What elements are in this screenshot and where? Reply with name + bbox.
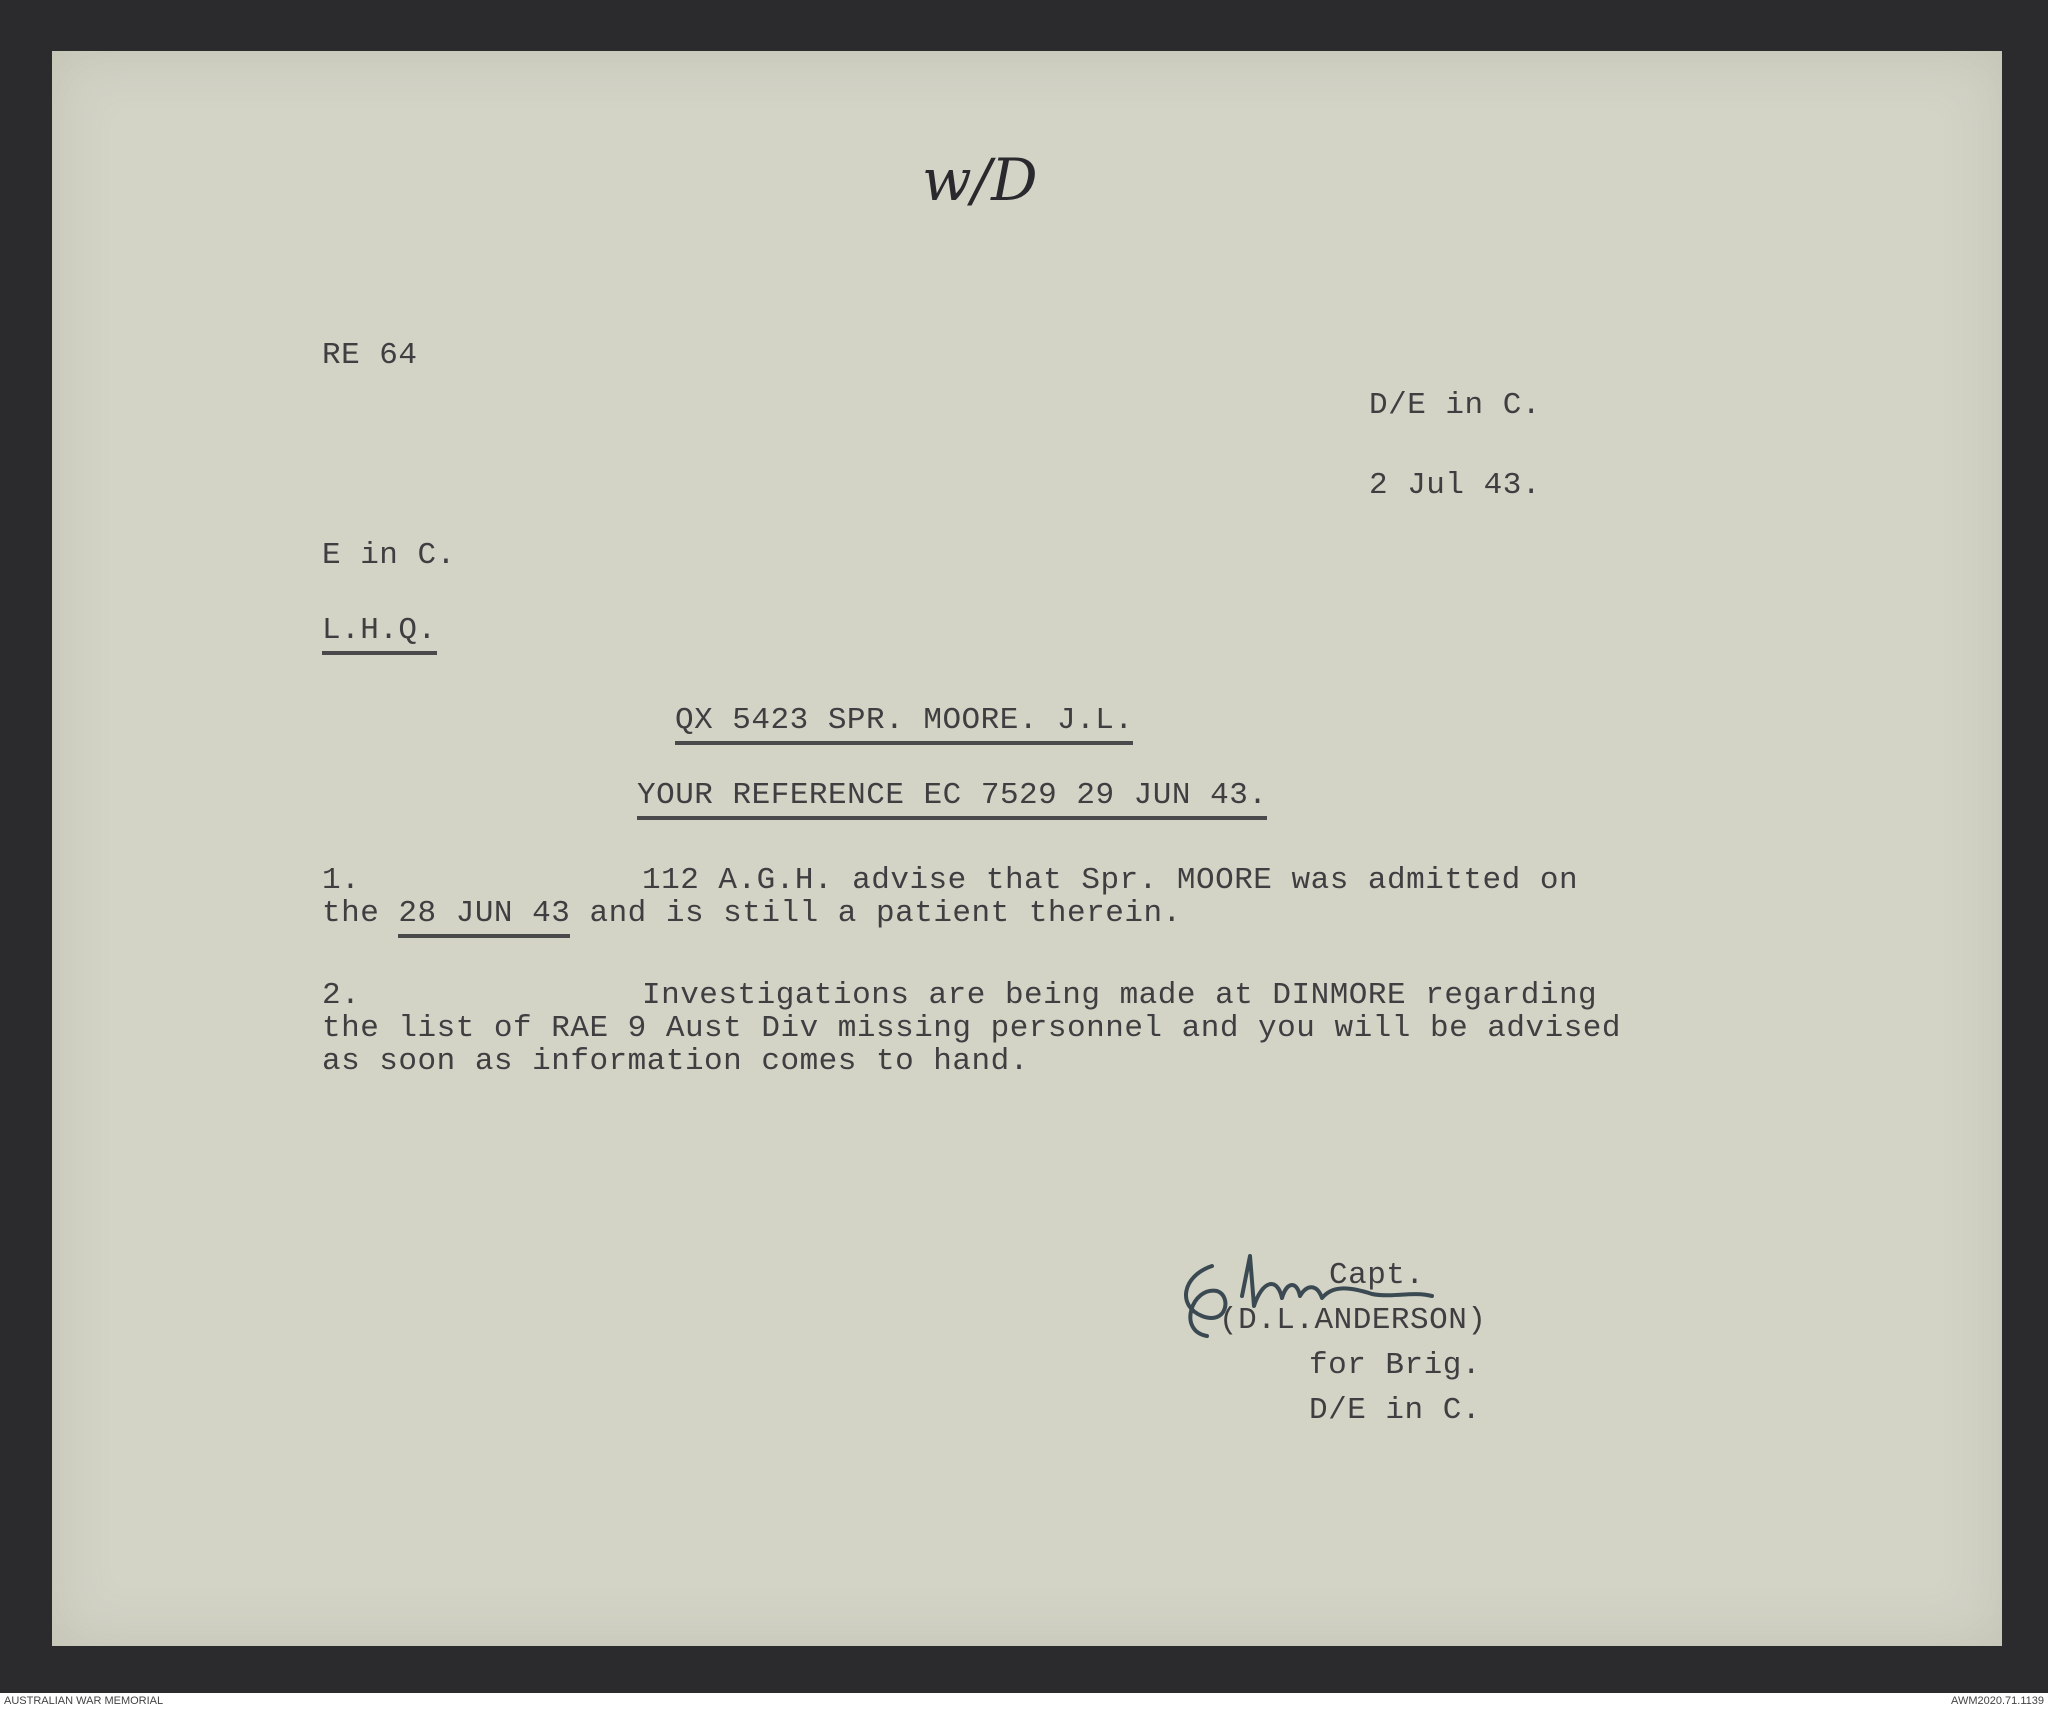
handwritten-signature (1172, 1236, 1492, 1356)
paragraph-2-number: 2. (322, 978, 361, 1013)
paragraph-1-line-2: the 28 JUN 43 and is still a patient therein. (322, 897, 1182, 931)
reference-number: RE 64 (322, 338, 418, 373)
recipient-line-2: L.H.Q. (322, 614, 437, 648)
your-reference-line: YOUR REFERENCE EC 7529 29 JUN 43. (637, 779, 1267, 813)
paragraph-1-number: 1. (322, 863, 361, 898)
footer-bar (0, 1693, 2048, 1709)
signatory-office: D/E in C. (1309, 1393, 1481, 1428)
handwritten-annotation: w/D (922, 146, 1038, 214)
paragraph-2-line-2: the list of RAE 9 Aust Div missing personnel and you will be advised (322, 1011, 1622, 1046)
document-page (52, 51, 2002, 1646)
subject-line: QX 5423 SPR. MOORE. J.L. (675, 704, 1133, 738)
paragraph-2-line-1: Investigations are being made at DINMORE regarding (642, 978, 1598, 1013)
paragraph-1-line-1: 112 A.G.H. advise that Spr. MOORE was admitted on (642, 863, 1579, 898)
signatory-name: (D.L.ANDERSON) (1219, 1303, 1487, 1338)
signatory-for: for Brig. (1309, 1348, 1481, 1383)
footer-right-label: AWM2020.71.1139 (1951, 1695, 2044, 1707)
admission-date: 28 JUN 43 (398, 896, 570, 938)
recipient-line-1: E in C. (322, 538, 456, 573)
letter-date: 2 Jul 43. (1369, 468, 1541, 503)
paragraph-2-line-3: as soon as information comes to hand. (322, 1044, 1029, 1079)
sender: D/E in C. (1369, 388, 1541, 423)
footer-left-label: AUSTRALIAN WAR MEMORIAL (4, 1695, 164, 1707)
signatory-rank: Capt. (1329, 1258, 1425, 1293)
